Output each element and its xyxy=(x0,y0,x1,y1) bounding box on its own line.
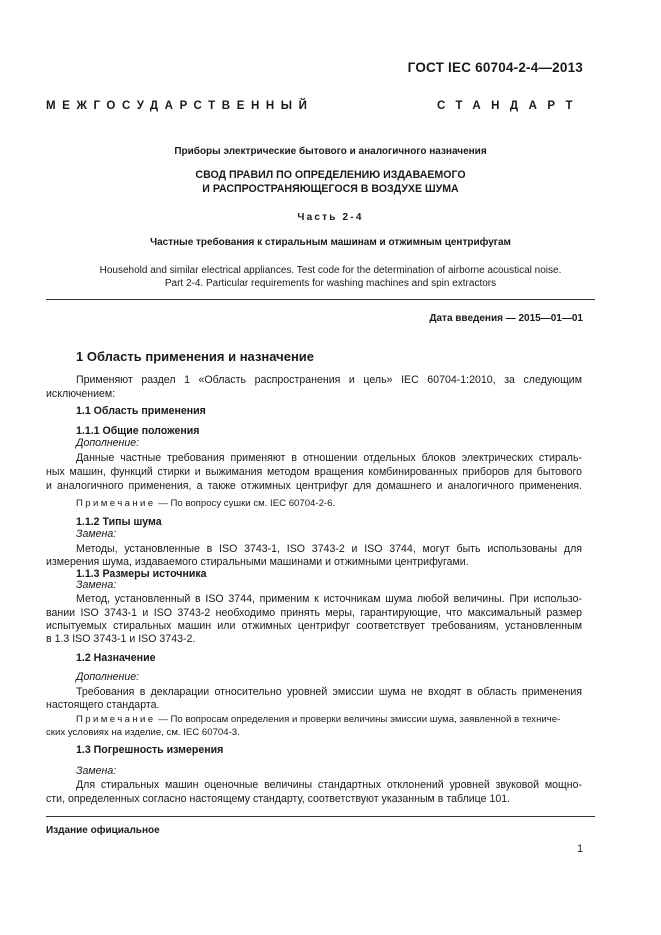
note-1-text: — По вопросу сушки см. IEC 60704-2-6. xyxy=(155,498,336,509)
section-1-3-heading: 1.3 Погрешность измерения xyxy=(76,744,224,756)
header-standart: СТАНДАРТ xyxy=(437,100,583,112)
section-1-1-2-label: Замена: xyxy=(76,528,117,540)
page-number: 1 xyxy=(577,843,583,855)
note-1-label: Примечание xyxy=(76,498,156,509)
title-english-line2: Part 2-4. Particular requirements for washing machines and spin extractors xyxy=(164,278,497,289)
section-1-1-heading: 1.1 Область применения xyxy=(76,405,206,417)
title-english xyxy=(0,264,661,290)
section-1-1-1-line3: и аналогичного применения, а также отжимных центрифуг для домашнего и аналогичного применения. xyxy=(46,480,582,492)
section-1-1-2-heading: 1.1.2 Типы шума xyxy=(76,516,162,528)
title-svod-line2: И РАСПРОСТРАНЯЮЩЕГОСЯ В ВОЗДУХЕ ШУМА xyxy=(202,183,459,195)
section-1-1-3-label: Замена: xyxy=(76,579,117,591)
section-1-2-label: Дополнение: xyxy=(76,671,140,683)
note-2-label: Примечание xyxy=(76,714,156,725)
title-part: Часть 2-4 xyxy=(297,212,364,223)
section-1-1-3-line4: в 1.3 ISO 3743-1 и ISO 3743-2. xyxy=(46,633,196,645)
section-1-3-label: Замена: xyxy=(76,765,117,777)
section-1-1-3-line2: вании ISO 3743-1 и ISO 3743-2 необходимо принять меры, гарантирующие, что максимальный размер xyxy=(46,607,582,619)
section-1-2-heading: 1.2 Назначение xyxy=(76,652,156,664)
title-main: Приборы электрические бытового и аналогичного назначения xyxy=(174,146,487,157)
section-1-2-line2: настоящего стандарта. xyxy=(46,699,160,711)
section1-heading: 1 Область применения и назначение xyxy=(76,349,315,364)
header-mezhgosudarstvenny: МЕЖГОСУДАРСТВЕННЫЙ xyxy=(46,100,314,112)
note-1 xyxy=(76,498,335,509)
section1-intro-line1: Применяют раздел 1 «Область распространения и цель» IEC 60704-1:2010, за следующим xyxy=(76,374,582,386)
section-1-1-3-heading: 1.1.3 Размеры источника xyxy=(76,568,207,580)
section-1-3-line2: сти, определенных согласно настоящему стандарту, соответствуют указанным в таблице 101. xyxy=(46,793,511,805)
intro-date: Дата введения — 2015—01—01 xyxy=(429,313,583,324)
title-particular: Частные требования к стиральным машинам и отжимным центрифугам xyxy=(150,237,511,248)
edition-official: Издание официальное xyxy=(46,825,160,836)
section-1-1-3-line1: Метод, установленный в ISO 3744, применим к источникам шума любой величины. При использо- xyxy=(76,593,582,605)
section-1-1-1-heading: 1.1.1 Общие положения xyxy=(76,425,200,437)
standard-number: ГОСТ IEC 60704-2-4—2013 xyxy=(407,60,583,75)
note-2-text: — По вопросам определения и проверки величины эмиссии шума, заявленной в техниче- xyxy=(155,714,561,725)
section-1-1-3-line3: испытуемых стиральных машин или отжимных центрифуг соответствует требованиям, установленным xyxy=(46,620,582,632)
section-1-3-line1: Для стиральных машин оценочные величины стандартных отклонений уровней звуковой мощно- xyxy=(76,779,582,791)
title-english-line1: Household and similar electrical appliances. Test code for the determination of airborne acoustical noise. xyxy=(99,265,562,276)
section-1-1-1-line2: ных машин, функций стирки и выжимания методом вращения комбинированных приборов для бытового xyxy=(46,466,582,478)
section1-intro-line2: исключением: xyxy=(46,388,116,400)
section-1-1-2-line1: Методы, установленные в ISO 3743-1, ISO 3743-2 и ISO 3744, могут быть использованы для xyxy=(76,543,582,555)
note-2-line2: ских условиях на изделие, см. IEC 60704-3. xyxy=(46,727,240,738)
section-1-2-line1: Требования в декларации относительно уровней эмиссии шума не входят в область применения xyxy=(76,686,582,698)
section-1-1-1-line1: Данные частные требования применяют в отношении отдельных блоков электрических стираль- xyxy=(76,452,582,464)
title-svod-line1: СВОД ПРАВИЛ ПО ОПРЕДЕЛЕНИЮ ИЗДАВАЕМОГО xyxy=(195,169,466,181)
section-1-1-2-line2: измерения шума, издаваемого стиральными машинами и отжимными центрифугами. xyxy=(46,556,469,568)
divider-bottom xyxy=(46,816,595,817)
note-2-line1 xyxy=(76,714,582,725)
section-1-1-1-label: Дополнение: xyxy=(76,437,140,449)
divider-top xyxy=(46,299,595,300)
